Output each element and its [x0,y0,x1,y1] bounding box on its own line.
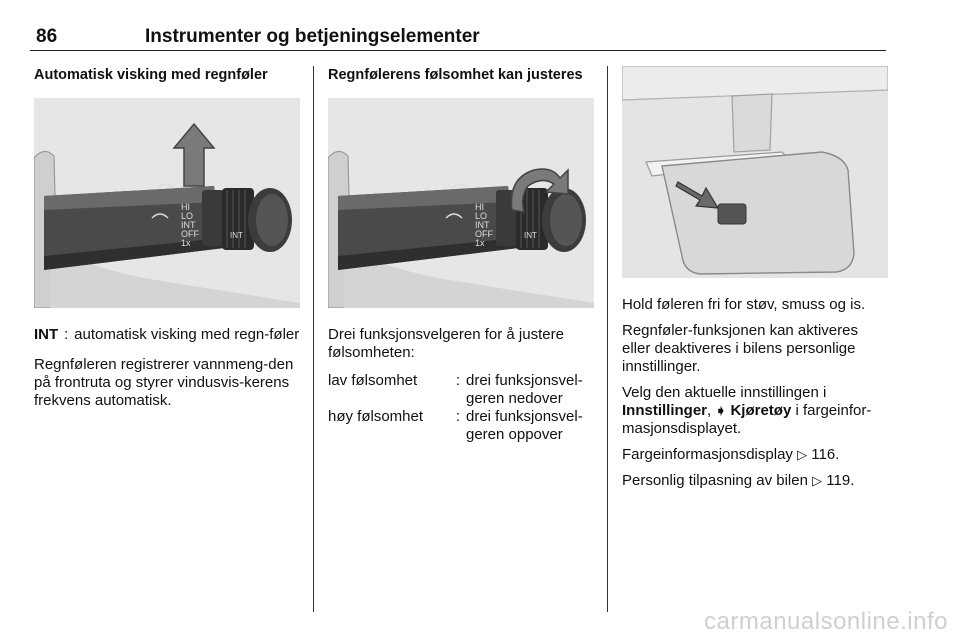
reference-page: 119. [826,472,855,489]
wiper-ring-figure [328,98,594,308]
section-heading: Automatisk visking med regnføler [34,67,268,83]
definition-term: høy følsomhet [328,408,424,425]
reference-page: 116. [811,446,840,463]
svg-text:HI: HI [181,202,190,212]
menu-arrow-icon: ➧ [715,403,727,418]
page-reference-icon: ▷ [797,447,808,462]
definition-term: lav følsomhet [328,372,418,389]
cross-reference [622,472,888,490]
header-rule [30,50,886,51]
column-auto-wipe [34,66,300,410]
section-heading: Regnfølerens følsomhet kan justeres [328,67,583,83]
settings-menu-name: Innstillinger [622,402,708,419]
svg-text:OFF: OFF [181,229,199,239]
svg-text:LO: LO [181,211,194,221]
svg-text:1x: 1x [181,238,191,248]
column-divider [313,66,314,612]
cross-reference [622,446,888,464]
body-paragraph: Hold føleren fri for støv, smuss og is. [622,296,866,313]
settings-path-outro: i fargeinfor-masjonsdisplayet. [622,402,872,437]
watermark: carmanualsonline.info [704,608,948,635]
page-title: Instrumenter og betjeningselementer [145,26,480,47]
wiper-lever-figure [34,98,300,308]
definition-colon: : [64,326,69,343]
svg-text:OFF: OFF [475,229,493,239]
settings-path-paragraph [622,384,888,438]
definition-colon: : [455,408,461,425]
definition-colon: : [455,372,461,389]
svg-text:INT: INT [524,231,537,240]
definition-desc: drei funksjonsvel-geren oppover [466,408,583,443]
definition-row [34,326,300,344]
rain-sensor-figure [622,66,888,278]
definition-row [328,408,594,444]
column-divider [607,66,608,612]
definition-desc: drei funksjonsvel-geren nedover [466,372,583,407]
page-number: 86 [36,26,58,47]
column-sensitivity [328,66,594,444]
reference-text: Fargeinformasjonsdisplay [622,446,793,463]
svg-text:INT: INT [475,220,490,230]
body-paragraph: Regnføler-funksjonen kan aktiveres eller deaktiveres i bilens personlige innstillinger. [622,322,858,375]
svg-text:INT: INT [230,231,243,240]
svg-text:INT: INT [181,220,196,230]
reference-text: Personlig tilpasning av bilen [622,472,808,489]
svg-text:HI: HI [475,202,484,212]
svg-text:LO: LO [475,211,488,221]
page-header [30,26,884,48]
body-paragraph: Drei funksjonsvelgeren for å justere følsomheten: [328,326,564,361]
column-sensor-care [622,66,888,490]
svg-text:1x: 1x [475,238,485,248]
settings-separator: , [707,402,716,419]
body-paragraph: Regnføleren registrerer vannmeng-den på frontruta og styrer vindusvis-kerens frekvens automatisk. [34,356,294,409]
definition-row [328,372,594,408]
page-reference-icon: ▷ [812,473,823,488]
settings-path-intro: Velg den aktuelle innstillingen i [622,384,827,401]
vehicle-menu-name: Kjøretøy [730,402,792,419]
definition-term: INT [34,326,59,343]
definition-desc: automatisk visking med regn-føler [74,326,300,343]
